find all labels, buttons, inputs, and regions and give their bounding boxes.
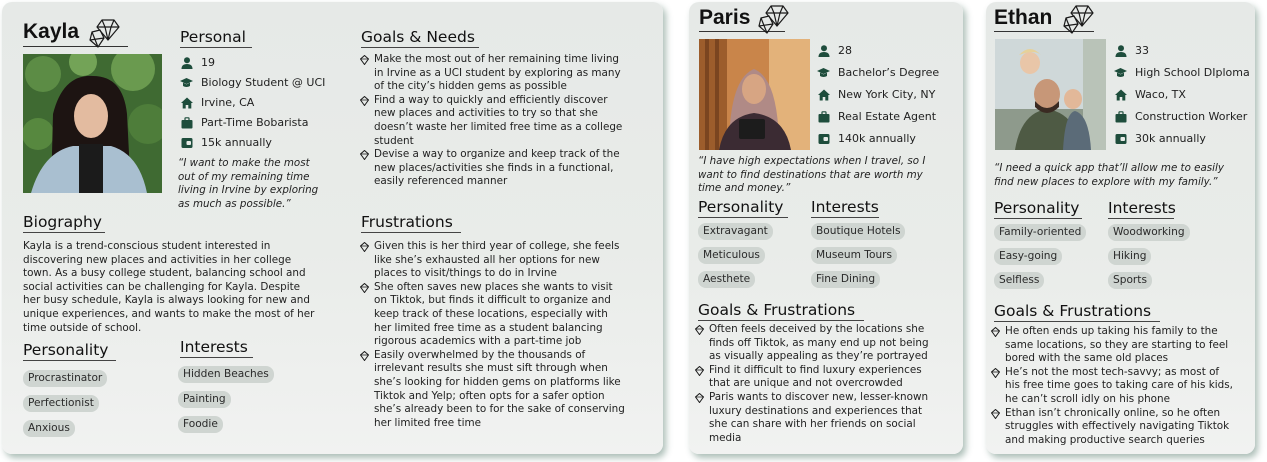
gem-bullet-icon: [360, 150, 369, 160]
info-job: Part-Time Bobarista: [180, 116, 308, 130]
interest-tag: Boutique Hotels: [811, 223, 905, 240]
gem-bullet-icon: [991, 327, 1000, 337]
home-icon: [1114, 89, 1127, 102]
persona-photo: [995, 39, 1106, 150]
info-income: 30k annually: [1114, 132, 1206, 146]
persona-photo: [699, 39, 810, 150]
home-icon: [180, 97, 193, 110]
wallet-icon: [817, 133, 830, 146]
heading-underline: [23, 360, 116, 361]
interest-tag: Foodie: [178, 416, 223, 433]
heading-underline: [361, 47, 479, 48]
interest-tag: Hiking: [1108, 248, 1151, 265]
personality-tag: Selfless: [994, 272, 1044, 289]
gem-bullet-icon: [991, 409, 1000, 419]
gf-item: Ethan isn’t chronically online, so he often struggles with effectively navigating Tiktok and making productive search queries: [991, 407, 1253, 448]
persona-quote: “I need a quick app that’ll allow me to easily find new places to explore with my family.”: [994, 162, 1224, 188]
briefcase-icon: [180, 117, 193, 130]
persona-quote: “I want to make the most out of my remaining time living in Irvine by exploring as much as possible.”: [178, 157, 319, 210]
home-icon: [817, 89, 830, 102]
heading-underline: [994, 218, 1082, 219]
personality-tag: Procrastinator: [23, 370, 107, 387]
personality-tag: Extravagant: [698, 223, 773, 240]
gem-logo-icon: [757, 4, 791, 34]
persona-photo: [23, 54, 162, 193]
personality-tag: Perfectionist: [23, 395, 99, 412]
info-education: High School DIploma: [1114, 66, 1250, 80]
personality-heading: Personality: [994, 199, 1080, 217]
persona-card-paris: [689, 2, 963, 454]
info-age: 19: [180, 56, 215, 70]
interest-tag: Woodworking: [1108, 224, 1190, 241]
goals-frustrations-heading: Goals & Frustrations: [994, 302, 1152, 320]
persona-name: Kayla: [23, 20, 80, 43]
info-education: Bachelor’s Degree: [817, 66, 939, 80]
interests-heading: Interests: [180, 338, 248, 356]
info-education: Biology Student @ UCI: [180, 76, 325, 90]
info-location: New York City, NY: [817, 88, 935, 102]
person-icon: [817, 45, 830, 58]
graduation-cap-icon: [1114, 67, 1127, 80]
frustration-item: Given this is her third year of college, she feels like she’s exhausted all her options for new places to visit/things to do in Irvine: [360, 240, 660, 281]
goals-frustrations-list: [695, 323, 960, 445]
goal-item: Devise a way to organize and keep track of the new places/activities she finds in a functional, easily referenced manner: [360, 148, 660, 189]
frustration-item: She often saves new places she wants to visit on Tiktok, but finds it difficult to organize and keep track of these locations, especially with her limited free time as a student balancing rigorous academics with a part-time job: [360, 281, 660, 349]
personality-tag: Easy-going: [994, 248, 1062, 265]
person-icon: [180, 57, 193, 70]
graduation-cap-icon: [817, 67, 830, 80]
interest-tag: Painting: [178, 391, 231, 408]
info-age: 33: [1114, 44, 1149, 58]
goals-frustrations-list: [991, 325, 1253, 447]
persona-quote: “I have high expectations when I travel, so I want to find destinations that are worth my time and money.”: [698, 155, 926, 195]
briefcase-icon: [817, 111, 830, 124]
goal-item: Make the most out of her remaining time living in Irvine as a UCI student by exploring as many of the city’s hidden gems as possible: [360, 53, 660, 94]
gf-item: Paris wants to discover new, lesser-known luxury destinations and experiences that she can share with her friends on social media: [695, 391, 960, 445]
info-income: 140k annually: [817, 132, 916, 146]
personality-tag: Meticulous: [698, 247, 765, 264]
graduation-cap-icon: [180, 77, 193, 90]
heading-underline: [698, 217, 788, 218]
info-age: 28: [817, 44, 852, 58]
heading-underline: [994, 321, 1160, 322]
interests-heading: Interests: [1108, 199, 1176, 217]
heading-underline: [698, 320, 864, 321]
gem-bullet-icon: [695, 366, 704, 376]
briefcase-icon: [1114, 111, 1127, 124]
heading-underline: [180, 47, 252, 48]
interest-tag: Museum Tours: [811, 247, 897, 264]
gem-bullet-icon: [360, 242, 369, 252]
gem-bullet-icon: [360, 55, 369, 65]
wallet-icon: [180, 137, 193, 150]
interest-tag: Hidden Beaches: [178, 366, 274, 383]
heading-underline: [180, 357, 253, 358]
gem-bullet-icon: [991, 368, 1000, 378]
persona-name: Ethan: [994, 6, 1053, 29]
goals-frustrations-heading: Goals & Frustrations: [698, 301, 856, 319]
personality-tag: Anxious: [23, 420, 75, 437]
gf-item: Often feels deceived by the locations she finds off Tiktok, as many end up not being as visually appealing as they’re portrayed: [695, 323, 960, 364]
interest-tag: Sports: [1108, 272, 1152, 289]
gem-bullet-icon: [695, 393, 704, 403]
personal-heading: Personal: [180, 28, 246, 46]
goals-list: [360, 53, 660, 189]
personality-tag: Family-oriented: [994, 224, 1086, 241]
info-job: Real Estate Agent: [817, 110, 936, 124]
gf-item: Find it difficult to find luxury experiences that are unique and not overcrowded: [695, 364, 960, 391]
personality-heading: Personality: [23, 341, 109, 359]
goals-heading: Goals & Needs: [361, 28, 475, 46]
gem-logo-icon: [1062, 4, 1096, 34]
gf-item: He’s not the most tech-savvy; as most of his free time goes to taking care of his kids, he can’t scroll idly on his phone: [991, 366, 1253, 407]
biography-text: Kayla is a trend-conscious student interested in discovering new places and activities in her college town. As a busy college student, balancing school and social activities can be challenging for Kayla. Despite her busy schedule, Kayla is always looking for new and unique experiences, and wants to make the most of her time outside of school.: [23, 240, 315, 334]
frustrations-heading: Frustrations: [361, 213, 453, 231]
personality-tag: Aesthete: [698, 271, 755, 288]
gem-logo-icon: [88, 18, 122, 48]
persona-card-ethan: [986, 2, 1255, 454]
person-icon: [1114, 45, 1127, 58]
info-location: Waco, TX: [1114, 88, 1186, 102]
heading-underline: [811, 217, 879, 218]
wallet-icon: [1114, 133, 1127, 146]
gem-bullet-icon: [360, 351, 369, 361]
info-job: Construction Worker: [1114, 110, 1247, 124]
heading-underline: [361, 232, 461, 233]
interest-tag: Fine Dining: [811, 271, 880, 288]
heading-underline: [1108, 218, 1174, 219]
info-location: Irvine, CA: [180, 96, 254, 110]
gem-bullet-icon: [360, 96, 369, 106]
goal-item: Find a way to quickly and efficiently discover new places and activities to try so that she doesn’t waste her limited free time as a college student: [360, 94, 660, 148]
frustration-item: Easily overwhelmed by the thousands of irrelevant results she must sift through when she’s looking for hidden gems on platforms like Tiktok and Yelp; often opts for a safer option she’s already been to for the sake of conserving her limited free time: [360, 349, 660, 431]
gem-bullet-icon: [360, 283, 369, 293]
persona-name: Paris: [699, 6, 751, 29]
biography-heading: Biography: [23, 213, 102, 231]
info-income: 15k annually: [180, 136, 272, 150]
frustrations-list: [360, 240, 660, 430]
gf-item: He often ends up taking his family to the same locations, so they are starting to feel bored with the same old places: [991, 325, 1253, 366]
gem-bullet-icon: [695, 325, 704, 335]
persona-card-kayla: [2, 2, 663, 454]
personality-heading: Personality: [698, 198, 784, 216]
interests-heading: Interests: [811, 198, 879, 216]
heading-underline: [23, 232, 105, 233]
